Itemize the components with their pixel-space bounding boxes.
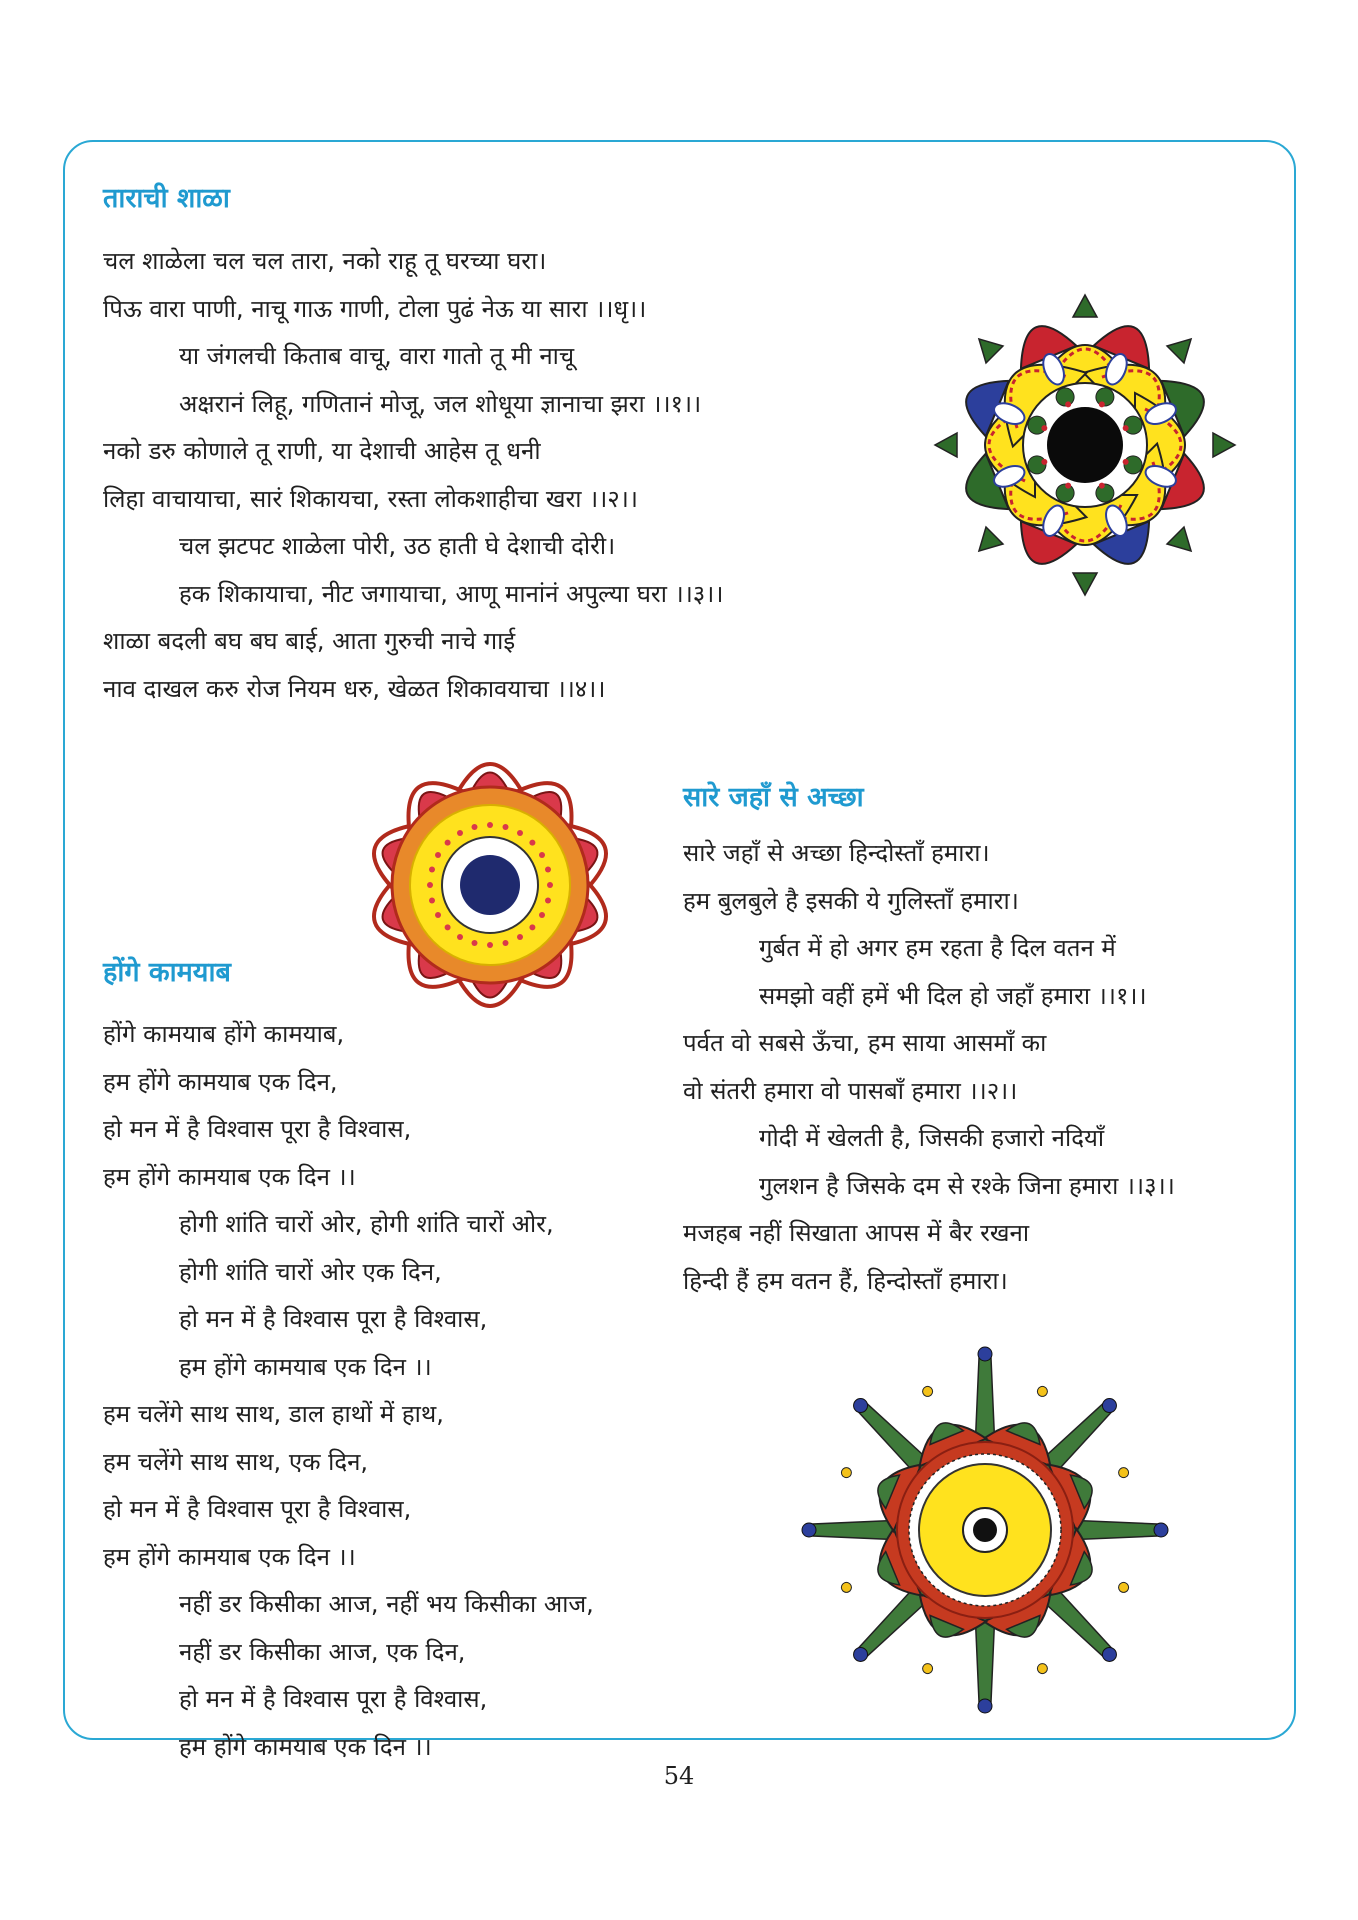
poem-line: होगी शांति चारों ओर, होगी शांति चारों ओर, [179,1210,554,1238]
poem-line: गुलशन है जिसके दम से रश्के जिना हमारा ।।३।। [759,1171,1175,1200]
poem-line: होगी शांति चारों ओर एक दिन, [179,1257,442,1286]
poem-line: पिऊ वारा पाणी, नाचू गाऊ गाणी, टोला पुढं नेऊ या सारा ।।धृ।। [103,294,647,323]
poem-line: चल झटपट शाळेला पोरी, उठ हाती घे देशाची दोरी। [179,532,616,560]
poem-line: हम होंगे कामयाब एक दिन ।। [179,1732,432,1761]
poem-line: हो मन में है विश्वास पूरा है विश्वास, [179,1305,488,1333]
poem-line: नाव दाखल करु रोज नियम धरु, खेळत शिकावयाचा ।।४।। [103,674,606,703]
poem-line: नको डरु कोणाले तू राणी, या देशाची आहेस तू धनी [103,437,541,465]
poem-line: सारे जहाँ से अच्छा हिन्दोस्ताँ हमारा। [683,839,990,867]
poem-line: गुर्बत में हो अगर हम रहता है दिल वतन में [759,934,1116,962]
poem-line: हम होंगे कामयाब एक दिन ।। [179,1352,432,1381]
rangoli-illustration-3 [795,1340,1175,1720]
rangoli-illustration-2 [340,735,640,1035]
poem-tarachi-shala [103,238,723,713]
poem-line: अक्षरानं लिहू, गणितानं मोजू, जल शोधूया ज्ञानाचा झरा ।।१।। [179,389,702,418]
poem-line: चल शाळेला चल चल तारा, नको राहू तू घरच्या घरा। [103,247,547,275]
poem-title-saare-jahan-se-achha: सारे जहाँ से अच्छा [683,782,864,813]
poem-line: हम होंगे कामयाब एक दिन ।। [103,1162,356,1191]
poem-line: हम चलेंगे साथ साथ, डाल हाथों में हाथ, [103,1400,444,1428]
poem-line: हम चलेंगे साथ साथ, एक दिन, [103,1447,369,1476]
poem-line: हम होंगे कामयाब एक दिन ।। [103,1542,356,1571]
poem-line: हो मन में है विश्वास पूरा है विश्वास, [179,1685,488,1713]
poem-line: पर्वत वो सबसे ऊँचा, हम साया आसमाँ का [683,1029,1047,1057]
poem-line: होंगे कामयाब होंगे कामयाब, [103,1020,345,1048]
poem-saare-jahan-se-achha [683,830,1175,1305]
poem-line: हम होंगे कामयाब एक दिन, [103,1067,338,1096]
poem-line: या जंगलची किताब वाचू, वारा गातो तू मी नाचू [179,342,575,370]
poem-line: गोदी में खेलती है, जिसकी हजारो नदियाँ [759,1124,1105,1152]
poem-line: हम बुलबुले है इसकी ये गुलिस्ताँ हमारा। [683,886,1019,915]
poem-line: वो संतरी हमारा वो पासबाँ हमारा ।।२।। [683,1076,1018,1105]
poem-honge-kamyab [103,1011,594,1771]
rangoli-illustration-1 [925,285,1245,605]
poem-line: मजहब नहीं सिखाता आपस में बैर रखना [683,1219,1030,1247]
poem-line: लिहा वाचायाचा, सारं शिकायचा, रस्ता लोकशाहीचा खरा ।।२।। [103,484,638,513]
poem-line: नहीं डर किसीका आज, नहीं भय किसीका आज, [179,1590,594,1618]
poem-line: शाळा बदली बघ बघ बाई, आता गुरुची नाचे गाई [103,627,516,655]
poem-line: हो मन में है विश्वास पूरा है विश्वास, [103,1115,412,1143]
poem-line: नहीं डर किसीका आज, एक दिन, [179,1637,466,1666]
poem-line: हो मन में है विश्वास पूरा है विश्वास, [103,1495,412,1523]
poem-line: हक शिकायाचा, नीट जगायाचा, आणू मानांनं अपुल्या घरा ।।३।। [179,579,724,608]
poem-title-tarachi-shala: ताराची शाळा [103,183,230,214]
page-number: 54 [663,1762,695,1790]
poem-line: हिन्दी हैं हम वतन हैं, हिन्दोस्ताँ हमारा। [683,1266,1008,1295]
poem-line: समझो वहीं हमें भी दिल हो जहाँ हमारा ।।१।। [759,981,1147,1010]
poem-title-honge-kamyab: होंगे कामयाब [103,957,231,988]
